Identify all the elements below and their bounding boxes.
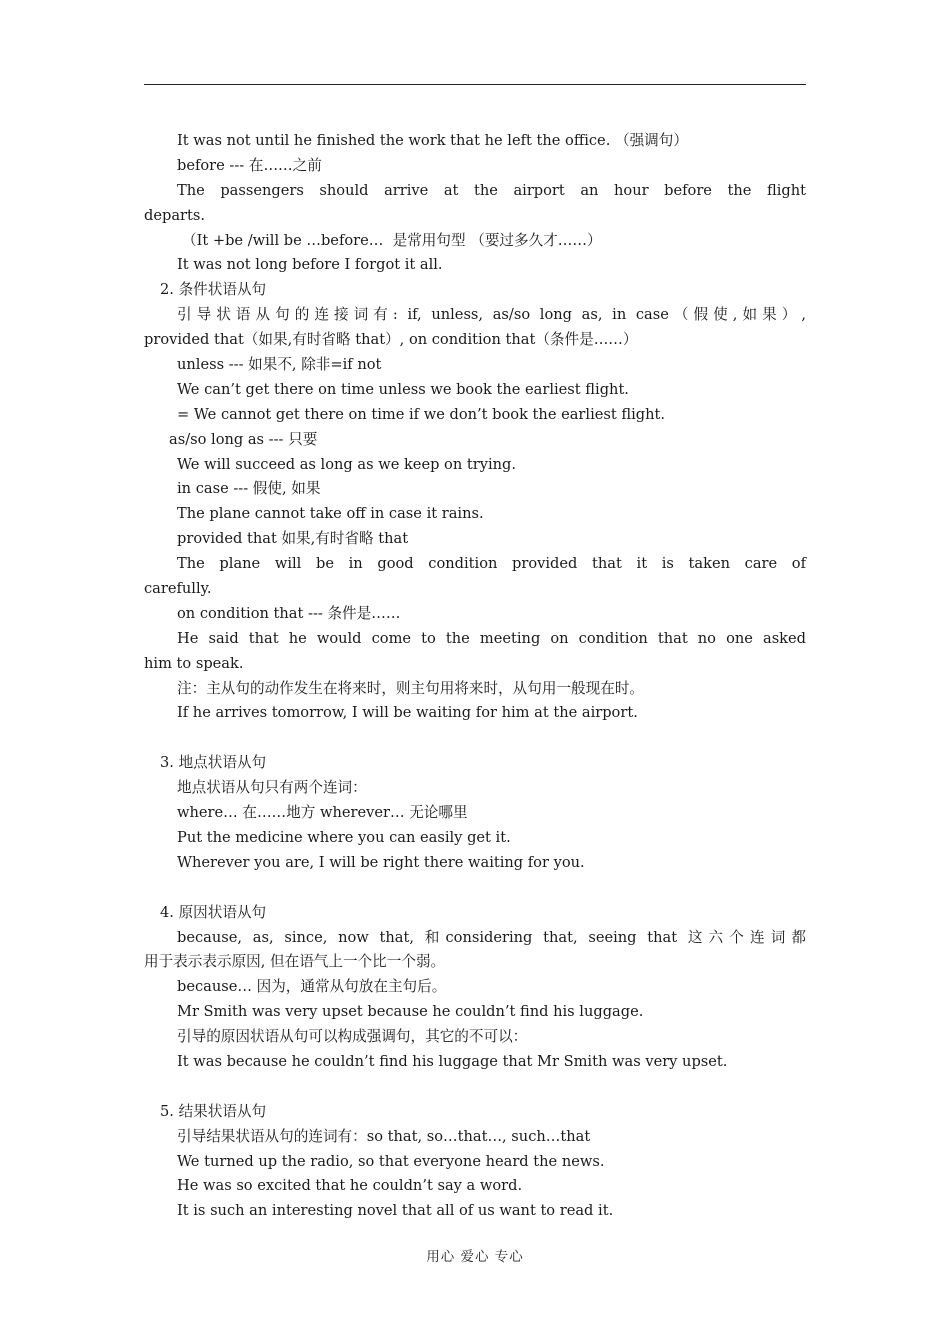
document-body <box>144 129 806 1224</box>
header-rule <box>144 84 806 85</box>
section-heading: 5. 结果状语从句 <box>160 1102 267 1120</box>
text-line: The passengers should arrive at the airport an hour before the flight <box>177 181 806 199</box>
text-line: departs. <box>144 206 205 224</box>
text-line: where… 在……地方 wherever… 无论哪里 <box>177 804 468 822</box>
text-line: We can’t get there on time unless we book the earliest flight. <box>177 380 629 398</box>
text-line: It is such an interesting novel that all of us want to read it. <box>177 1202 614 1220</box>
text-line: because… 因为，通常从句放在主句后。 <box>177 978 447 996</box>
text-line: him to speak. <box>144 654 244 672</box>
text-line: as/so long as --- 只要 <box>169 430 318 448</box>
spacer <box>144 876 806 901</box>
text-line: The plane cannot take off in case it rains. <box>177 505 484 523</box>
text-line: carefully. <box>144 580 212 598</box>
text-line: （It +be /will be …before… 是常用句型 （要过多久才……） <box>182 231 602 249</box>
text-line: We will succeed as long as we keep on trying. <box>177 455 517 473</box>
section-heading: 2. 条件状语从句 <box>160 281 267 299</box>
text-line: 引导结果状语从句的连词有：so that, so…that…, such…that <box>177 1127 591 1145</box>
text-line: Mr Smith was very upset because he couldn’t find his luggage. <box>177 1003 644 1021</box>
text-line: 注：主从句的动作发生在将来时，则主句用将来时，从句用一般现在时。 <box>177 679 645 697</box>
text-line: 用于表示表示原因, 但在语气上一个比一个弱。 <box>144 953 446 971</box>
section-heading: 3. 地点状语从句 <box>160 754 267 772</box>
spacer <box>144 726 806 751</box>
text-line: He said that he would come to the meeting on condition that no one asked <box>177 629 806 647</box>
text-line: If he arrives tomorrow, I will be waiting for him at the airport. <box>177 704 638 722</box>
text-line: because, as, since, now that, 和considering that, seeing that 这六个连词都 <box>177 928 806 946</box>
text-line: Put the medicine where you can easily get it. <box>177 828 511 846</box>
spacer <box>144 1075 806 1100</box>
text-line: It was not long before I forgot it all. <box>177 256 443 274</box>
text-line: It was because he couldn’t find his luggage that Mr Smith was very upset. <box>177 1052 728 1070</box>
text-line: 引导的原因状语从句可以构成强调句，其它的不可以： <box>177 1028 528 1046</box>
text-line: 地点状语从句只有两个连词： <box>177 779 367 797</box>
page-footer: 用心 爱心 专心 <box>426 1249 524 1265</box>
text-line: He was so excited that he couldn’t say a word. <box>177 1177 523 1195</box>
section-heading: 4. 原因状语从句 <box>160 903 267 921</box>
text-line: = We cannot get there on time if we don’t book the earliest flight. <box>177 405 666 423</box>
text-line: provided that（如果,有时省略 that）, on condition that（条件是……） <box>144 331 638 349</box>
text-line: unless --- 如果不, 除非=if not <box>177 356 382 374</box>
text-line: Wherever you are, I will be right there waiting for you. <box>177 853 585 871</box>
text-line: 引导状语从句的连接词有: if, unless, as/so long as, in case（假使,如果）, <box>177 306 806 324</box>
text-line: It was not until he finished the work that he left the office. （强调句） <box>177 132 688 149</box>
text-line: provided that 如果,有时省略 that <box>177 530 409 548</box>
text-line: We turned up the radio, so that everyone heard the news. <box>177 1152 605 1170</box>
text-line: before --- 在……之前 <box>177 156 322 174</box>
text-line: The plane will be in good condition provided that it is taken care of <box>177 555 806 573</box>
text-line: in case --- 假使, 如果 <box>177 480 321 498</box>
text-line: on condition that --- 条件是…… <box>177 604 401 622</box>
